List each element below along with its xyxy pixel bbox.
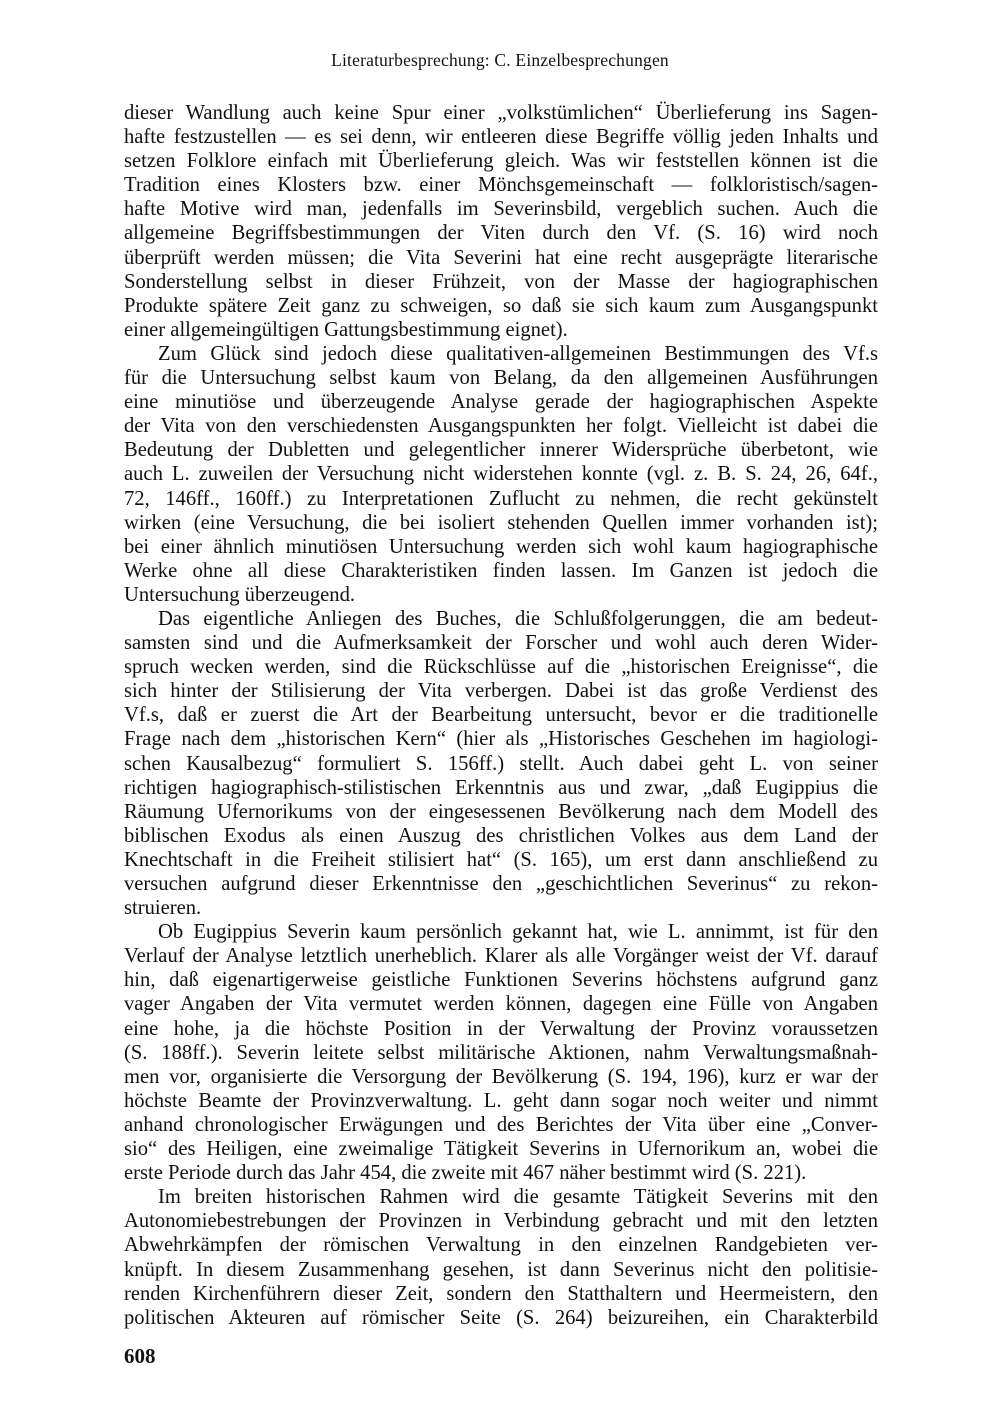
text-line: 72, 146ff., 160ff.) zu Interpretationen Zuflucht zu nehmen, die recht gekünstelt xyxy=(124,487,878,510)
text-line: Tradition eines Klosters bzw. einer Mönchsgemeinschaft — folkloristisch/sagen- xyxy=(124,174,878,197)
text-line: biblischen Exodus als einen Auszug des christlichen Volkes aus dem Land der xyxy=(124,824,878,847)
text-line: setzen Folklore einfach mit Überlieferung gleich. Was wir feststellen können ist die xyxy=(124,150,878,173)
text-line: knüpft. In diesem Zusammenhang gesehen, ist dann Severinus nicht den politisie- xyxy=(124,1258,878,1281)
text-line: höchste Beamte der Provinzverwaltung. L. geht dann sogar noch weiter und nimmt xyxy=(124,1089,878,1112)
text-line: eine hohe, ja die höchste Position in der Verwaltung der Provinz voraussetzen xyxy=(124,1017,878,1040)
text-line: politischen Akteuren auf römischer Seite (S. 264) beizureihen, ein Charakterbild xyxy=(124,1306,878,1329)
text-line: eine minutiöse und überzeugende Analyse gerade der hagiographischen Aspekte xyxy=(124,391,878,414)
text-line: erste Periode durch das Jahr 454, die zweite mit 467 näher bestimmt wird (S. 221). xyxy=(124,1162,807,1185)
text-line: wirken (eine Versuchung, die bei isoliert stehenden Quellen immer vorhanden ist); xyxy=(124,511,878,534)
text-line: anhand chronologischer Erwägungen und des Berichtes der Vita über eine „Conver- xyxy=(124,1113,878,1136)
text-line: bei einer ähnlich minutiösen Untersuchung werden sich wohl kaum hagiographische xyxy=(124,535,878,558)
text-line: schen Kausalbezug“ formuliert S. 156ff.) stellt. Auch dabei geht L. von seiner xyxy=(124,752,878,775)
paragraph xyxy=(124,607,878,920)
text-line: Produkte spätere Zeit ganz zu schweigen, so daß sie sich kaum zum Ausgangspunkt xyxy=(124,294,878,317)
body-text xyxy=(124,101,878,1330)
text-line: Räumung Ufernorikums von der eingesessenen Bevölkerung nach dem Modell des xyxy=(124,800,878,823)
text-line: Vf.s, daß er zuerst die Art der Bearbeitung untersucht, bevor er die traditionelle xyxy=(124,704,878,727)
page-number: 608 xyxy=(124,1344,156,1368)
text-line: Abwehrkämpfen der römischen Verwaltung in den einzelnen Randgebieten ver- xyxy=(124,1234,878,1257)
text-line: hafte Motive wird man, jedenfalls im Severinsbild, vergeblich suchen. Auch die xyxy=(124,198,878,221)
text-line: hafte festzustellen — es sei denn, wir entleeren diese Begriffe völlig jeden Inhalts und xyxy=(124,126,878,149)
text-line: Frage nach dem „historischen Kern“ (hier als „Historisches Geschehen im hagiologi- xyxy=(124,728,878,751)
text-line: struieren. xyxy=(124,897,202,920)
text-line: samsten sind und die Aufmerksamkeit der Forscher und wohl auch deren Wider- xyxy=(124,632,878,655)
running-header: Literaturbesprechung: C. Einzelbesprechungen xyxy=(331,50,669,70)
text-line: vager Angaben der Vita vermutet werden können, dagegen eine Fülle von Angaben xyxy=(124,993,878,1016)
text-line: Untersuchung überzeugend. xyxy=(124,583,356,606)
text-line: der Vita von den verschiedensten Ausgangspunkten her folgt. Vielleicht ist dabei die xyxy=(124,415,878,438)
text-line: (S. 188ff.). Severin leitete selbst militärische Aktionen, nahm Verwaltungsmaßnah- xyxy=(124,1041,878,1064)
text-line: Autonomiebestrebungen der Provinzen in Verbindung gebracht und mit den letzten xyxy=(124,1210,878,1233)
paragraph xyxy=(124,101,878,342)
text-line: Bedeutung der Dubletten und gelegentlicher innerer Widersprüche überbetont, wie xyxy=(124,439,878,462)
text-line: allgemeine Begriffsbestimmungen der Viten durch den Vf. (S. 16) wird noch xyxy=(124,222,878,245)
text-line: Zum Glück sind jedoch diese qualitativen-allgemeinen Bestimmungen des Vf.s xyxy=(158,342,878,365)
text-line: einer allgemeingültigen Gattungsbestimmung eignet). xyxy=(124,318,568,341)
paragraph xyxy=(124,920,878,1185)
text-line: dieser Wandlung auch keine Spur einer „volkstümlichen“ Überlieferung ins Sagen- xyxy=(124,102,878,124)
text-line: Knechtschaft in die Freiheit stilisiert hat“ (S. 165), um erst dann anschließend zu xyxy=(124,848,878,871)
text-line: men vor, organisierte die Versorgung der Bevölkerung (S. 194, 196), kurz er war der xyxy=(124,1065,878,1088)
text-line: auch L. zuweilen der Versuchung nicht widerstehen konnte (vgl. z. B. S. 24, 26, 64f., xyxy=(124,463,878,486)
paragraph xyxy=(124,1185,878,1330)
text-line: Verlauf der Analyse letztlich unerheblich. Klarer als alle Vorgänger weist der Vf. darauf xyxy=(124,945,878,968)
text-line: renden Kirchenführern dieser Zeit, sondern den Statthaltern und Heermeistern, den xyxy=(124,1282,878,1305)
text-line: spruch wecken werden, sind die Rückschlüsse auf die „historischen Ereignisse“, die xyxy=(124,656,878,679)
text-line: Sonderstellung selbst in dieser Frühzeit, von der Masse der hagiographischen xyxy=(124,270,878,293)
text-line: für die Untersuchung selbst kaum von Belang, da den allgemeinen Ausführungen xyxy=(124,367,878,390)
text-line: hin, daß eigenartigerweise geistliche Funktionen Severins höchstens aufgrund ganz xyxy=(124,969,878,992)
text-line: richtigen hagiographisch-stilistischen Erkenntnis aus und zwar, „daß Eugippius die xyxy=(124,776,878,799)
text-line: Das eigentliche Anliegen des Buches, die Schlußfolgerunggen, die am bedeut- xyxy=(158,607,878,630)
text-line: sich hinter der Stilisierung der Vita verbergen. Dabei ist das große Verdienst des xyxy=(124,680,878,703)
text-line: überprüft werden müssen; die Vita Severini hat eine recht ausgeprägte literarische xyxy=(124,246,878,269)
paragraph xyxy=(124,342,878,607)
text-line: Im breiten historischen Rahmen wird die gesamte Tätigkeit Severins mit den xyxy=(158,1186,878,1209)
text-line: Ob Eugippius Severin kaum persönlich gekannt hat, wie L. annimmt, ist für den xyxy=(158,921,878,944)
text-line: versuchen aufgrund dieser Erkenntnisse den „geschichtlichen Severinus“ zu rekon- xyxy=(124,873,878,895)
text-line: sio“ des Heiligen, eine zweimalige Tätigkeit Severins in Ufernorikum an, wobei die xyxy=(124,1138,878,1161)
text-line: Werke ohne all diese Charakteristiken finden lassen. Im Ganzen ist jedoch die xyxy=(124,559,878,582)
